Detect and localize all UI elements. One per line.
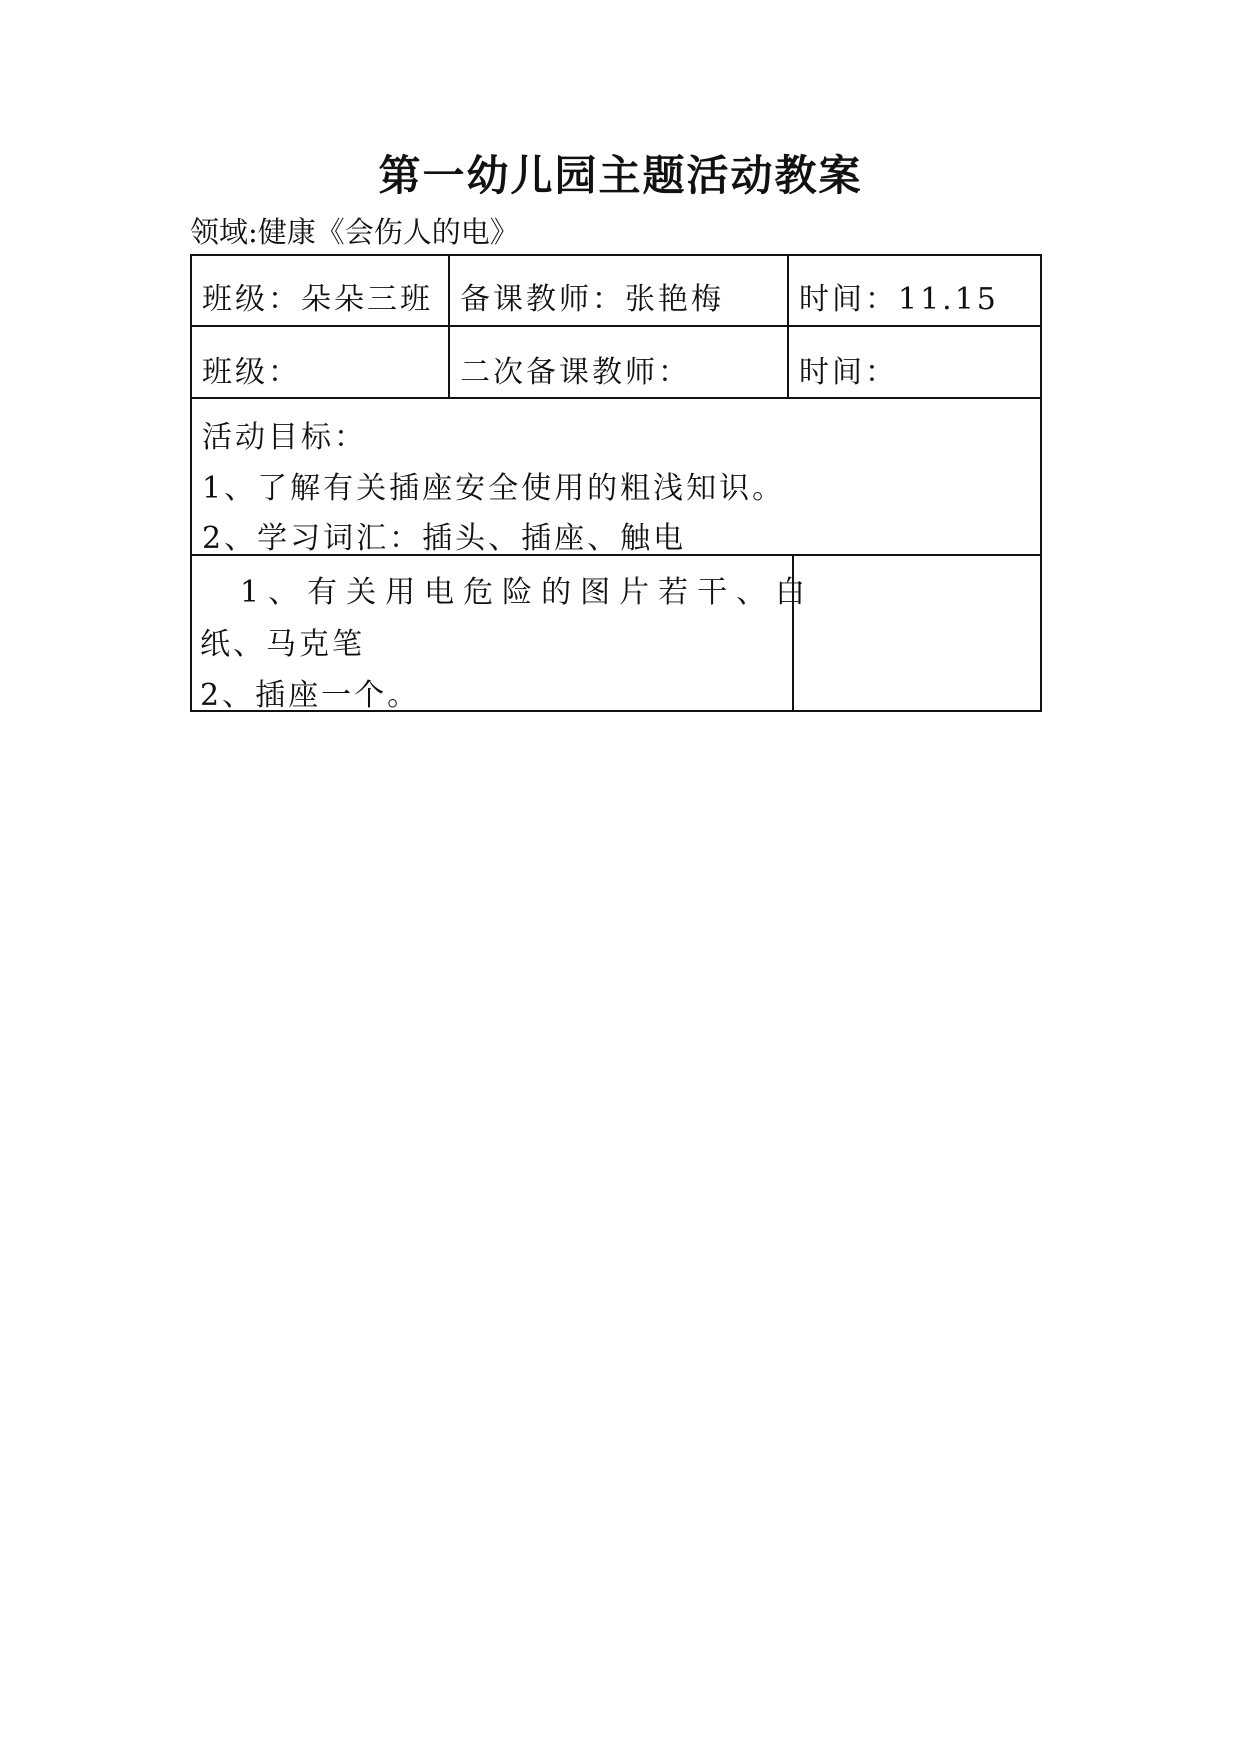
row-divider-1: [190, 325, 1042, 327]
teacher-cell-1: 备课教师：张艳梅: [460, 282, 724, 317]
domain-line: 领域:健康《会伤人的电》: [190, 215, 519, 249]
col-divider-1: [448, 254, 450, 399]
prep-line-1: 1、有关用电危险的图片若干、白: [240, 575, 815, 610]
goal-item: 1、了解有关插座安全使用的粗浅知识。: [202, 471, 786, 506]
time-cell-2: 时间：: [799, 355, 898, 390]
goals-heading: 活动目标：: [202, 420, 367, 455]
row-divider-2: [190, 397, 1042, 399]
teacher-cell-2: 二次备课教师：: [460, 355, 691, 390]
goal-item: 2、学习词汇：插头、插座、触电: [202, 521, 687, 556]
col-divider-2: [787, 254, 789, 399]
page-title: 第一幼儿园主题活动教案: [378, 151, 863, 200]
prep-line-3: 2、插座一个。: [200, 678, 421, 713]
class-cell-2: 班级：: [202, 355, 301, 390]
time-cell-1: 时间：11.15: [799, 282, 999, 317]
prep-line-2: 纸、马克笔: [200, 627, 365, 662]
class-cell-1: 班级：朵朵三班: [202, 282, 433, 317]
